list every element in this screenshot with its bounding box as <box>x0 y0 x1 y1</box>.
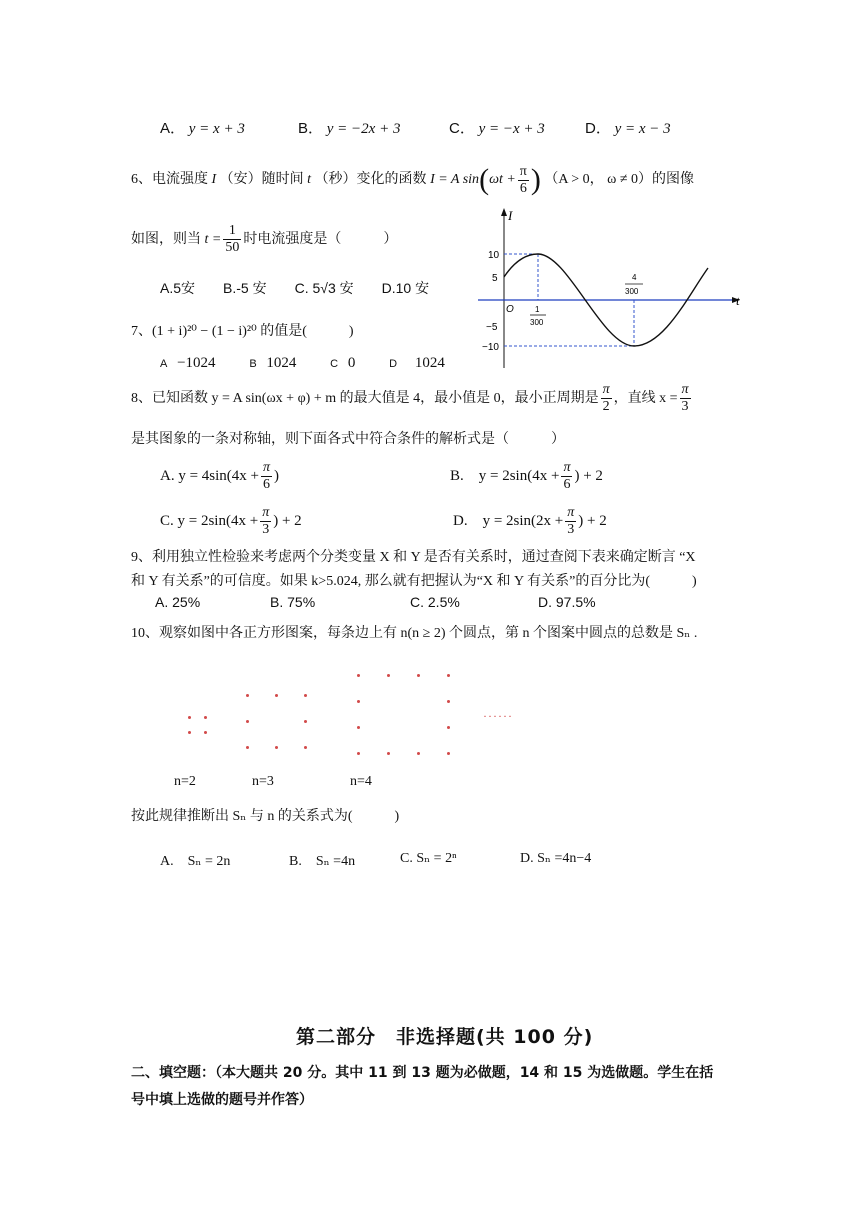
q6-text-2: （安）随时间 <box>219 172 304 188</box>
q5-option-a-label: A． <box>160 120 186 137</box>
label-n4: n=4 <box>350 774 372 789</box>
q8-b-end: ) + 2 <box>574 468 603 484</box>
q7-b-label: B <box>249 358 257 370</box>
dot <box>275 746 278 749</box>
q8-d-den: 3 <box>567 522 575 538</box>
q5-option-c-label: C． <box>449 120 475 137</box>
q6-condition: （A > 0， ω ≠ 0）的图像 <box>544 172 695 188</box>
q8-a-den: 6 <box>263 477 271 493</box>
dot <box>304 746 307 749</box>
x-axis-label: t <box>736 293 740 308</box>
q5-option-b-wrap <box>298 117 400 138</box>
q8-b-frac <box>561 460 572 493</box>
dot <box>357 674 360 677</box>
q8-option-d <box>453 501 607 541</box>
q6-paren-open: ( <box>479 163 490 196</box>
q10-option-b: B. Sₙ =4n <box>289 854 356 869</box>
q8-pi-over-2 <box>601 382 612 415</box>
q10-option-a: A. Sₙ = 2n <box>160 854 231 869</box>
q10-stem: 10、观察如图中各正方形图案，每条边上有 n(n ≥ 2) 个圆点，第 n 个图案中圆点的总数是 Sₙ . <box>131 626 698 641</box>
q8-b-text: B. y = 2sin(4x + <box>450 468 560 484</box>
q8-c-text: C. y = 2sin(4x + <box>160 513 259 529</box>
q5-option-d-wrap <box>585 117 671 138</box>
q8-text-1: 8、已知函数 y = A sin(ωx + φ) + m 的最大值是 4，最小值是 0，最小正周期是 <box>131 391 599 406</box>
tick-10: 10 <box>488 250 500 261</box>
frac2-den: 300 <box>625 287 639 296</box>
origin-label: O <box>506 304 514 315</box>
q6-paren-close: ) <box>530 163 541 196</box>
dot <box>447 726 450 729</box>
dot <box>275 694 278 697</box>
q8-pi-over-3 <box>680 382 691 415</box>
dot <box>304 694 307 697</box>
label-n2: n=2 <box>174 774 196 789</box>
part2-title: 第二部分 非选择题(共 100 分) <box>296 1026 594 1048</box>
dot <box>357 700 360 703</box>
q7-a-label: A <box>160 358 168 370</box>
q8-line1 <box>131 378 693 420</box>
q6-var-t: t <box>307 172 312 188</box>
tick-5: 5 <box>492 273 498 284</box>
q9-line1: 9、利用独立性检验来考虑两个分类变量 X 和 Y 是否有关系时，通过查阅下表来确定断言 “X <box>131 550 696 565</box>
dot <box>417 674 420 677</box>
q9-option-d: D. 97.5% <box>538 594 596 610</box>
q5-option-b-label: B． <box>298 120 324 137</box>
dot <box>204 716 207 719</box>
q9-option-c: C. 2.5% <box>410 594 460 610</box>
part2-line1: 二、填空题：（本大题共 20 分。其中 11 到 13 题为必做题，14 和 15 为选做题。学生在括 <box>131 1065 714 1081</box>
q5-option-d: y = x − 3 <box>614 121 671 137</box>
dot <box>417 752 420 755</box>
q6-text-3: （秒）变化的函数 <box>314 172 427 188</box>
q6-omega-t: ωt + <box>489 172 516 188</box>
q6-t-equals: t = <box>204 232 222 247</box>
q6-line2 <box>131 222 397 258</box>
q6-one: 1 <box>223 223 241 240</box>
dot <box>447 674 450 677</box>
part2-line2: 号中填上选做的题号并作答） <box>131 1092 313 1108</box>
dot <box>246 720 249 723</box>
q6-stem <box>131 162 694 198</box>
q8-a-pi: π <box>263 460 271 476</box>
q8-option-a <box>160 456 279 496</box>
q5-option-c: y = −x + 3 <box>478 121 545 137</box>
q6-text-4: 如图，则当 <box>131 232 201 247</box>
y-axis-arrow <box>501 208 507 216</box>
q7-b-value: 1024 <box>266 355 297 371</box>
q6-fifty: 50 <box>225 240 240 256</box>
dot <box>447 700 450 703</box>
q6-options: A.5安 B.-5 安 C. 5√3 安 D.10 安 <box>160 280 430 296</box>
q7-c-label: C <box>330 358 339 370</box>
q8-line2: 是其图象的一条对称轴，则下面各式中符合条件的解析式是（ ） <box>131 432 565 447</box>
dot <box>188 731 191 734</box>
q8-a-text: A. y = 4sin(4x + <box>160 468 260 484</box>
q8-d-pi: π <box>567 505 575 521</box>
q7-c-value: 0 <box>347 355 356 371</box>
q10-question: 按此规律推断出 Sₙ 与 n 的关系式为( ) <box>131 809 400 824</box>
dot <box>387 752 390 755</box>
q8-b-pi: π <box>563 460 571 476</box>
q5-option-c-wrap <box>449 117 545 138</box>
dot <box>188 716 191 719</box>
q5-options <box>160 117 245 138</box>
q8-three: 3 <box>681 399 689 415</box>
q8-a-end: ) <box>274 468 280 484</box>
q8-pi-2: π <box>681 382 689 398</box>
pattern-ellipsis: · · · · · · <box>483 709 511 723</box>
q8-c-den: 3 <box>262 522 270 538</box>
q9-option-b: B. 75% <box>270 594 316 610</box>
q6-text-5: 时电流强度是（ ） <box>243 232 398 247</box>
q8-c-end: ) + 2 <box>273 513 302 529</box>
q5-option-b: y = −2x + 3 <box>326 121 401 137</box>
q8-c-pi: π <box>262 505 270 521</box>
q6-pi-over-6 <box>518 164 529 197</box>
q6-function: I = A sin <box>430 172 480 188</box>
q8-text-2: ，直线 x = <box>613 391 678 406</box>
q7-options <box>160 355 445 372</box>
q8-a-frac <box>261 460 272 493</box>
q8-pi-1: π <box>602 382 610 398</box>
q6-six: 6 <box>519 180 527 196</box>
q5-option-d-label: D． <box>585 120 611 137</box>
dot <box>447 752 450 755</box>
label-n3: n=3 <box>252 774 274 789</box>
q6-one-over-fifty <box>223 223 241 256</box>
q8-c-frac <box>260 505 271 538</box>
q6-text-1: 6、电流强度 <box>131 172 208 188</box>
frac1-num: 1 <box>535 305 540 314</box>
frac1-den: 300 <box>530 318 544 327</box>
tick-neg10: −10 <box>482 342 499 353</box>
y-axis-label: I <box>508 208 513 223</box>
frac2-num: 4 <box>632 273 637 282</box>
q7-d-label: D <box>389 358 398 370</box>
tick-neg5: −5 <box>486 322 498 333</box>
q8-d-end: ) + 2 <box>578 513 607 529</box>
dot <box>246 694 249 697</box>
q7-stem: 7、(1 + i)²⁰ − (1 − i)²⁰ 的值是( ) <box>131 324 354 339</box>
q8-d-frac <box>565 505 576 538</box>
q7-d-value: 1024 <box>414 355 445 371</box>
q10-option-d: D. Sₙ =4n−4 <box>520 851 592 866</box>
dot <box>387 674 390 677</box>
q7-a-value: −1024 <box>177 355 216 371</box>
q5-option-a: y = x + 3 <box>188 121 245 137</box>
q6-var-i: I <box>211 172 217 188</box>
q8-two: 2 <box>602 399 610 415</box>
q6-pi: π <box>519 163 527 179</box>
dot <box>357 752 360 755</box>
dot <box>357 726 360 729</box>
q10-option-c: C. Sₙ = 2ⁿ <box>400 851 457 866</box>
q8-d-text: D. y = 2sin(2x + <box>453 513 564 529</box>
dot <box>304 720 307 723</box>
q8-option-c <box>160 501 302 541</box>
dot <box>204 731 207 734</box>
q9-option-a: A. 25% <box>155 594 201 610</box>
q8-b-den: 6 <box>563 477 571 493</box>
q8-option-b <box>450 456 603 496</box>
q9-line2: 和 Y 有关系”的可信度。如果 k>5.024, 那么就有把握认为“X 和 Y 有关系”的百分比为( ) <box>131 574 697 589</box>
dot <box>246 746 249 749</box>
current-graph <box>468 208 753 373</box>
